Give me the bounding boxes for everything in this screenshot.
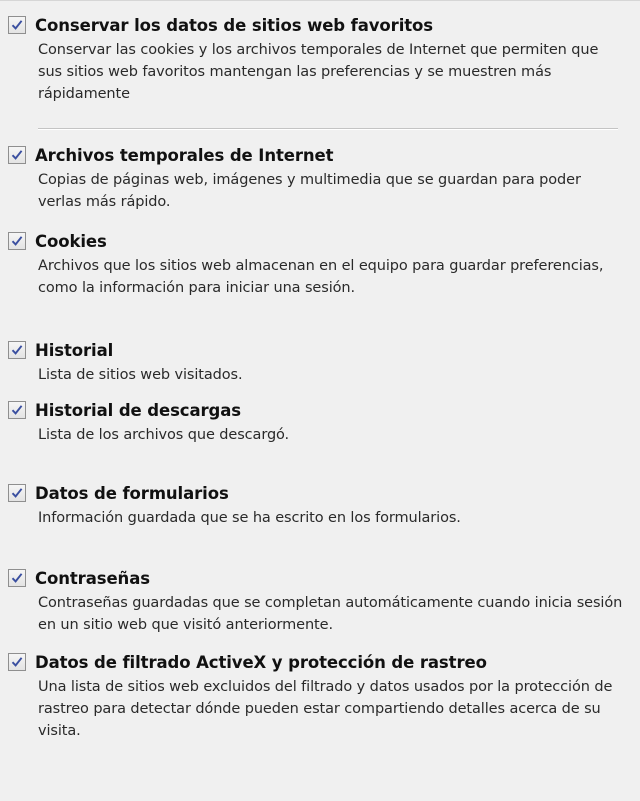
option-header [8, 399, 628, 421]
option-form-data [8, 482, 628, 529]
option-passwords [8, 567, 628, 636]
checkbox-download-history[interactable] [8, 401, 26, 419]
checkmark-icon [10, 571, 24, 585]
option-history [8, 339, 628, 386]
option-title[interactable]: Historial [35, 340, 114, 360]
option-description: Lista de sitios web visitados. [38, 367, 243, 383]
option-description: Lista de los archivos que descargó. [38, 427, 290, 443]
checkbox-cookies[interactable] [8, 232, 26, 250]
checkmark-icon [10, 148, 24, 162]
option-header [8, 144, 628, 166]
checkmark-icon [10, 18, 24, 32]
option-title[interactable]: Archivos temporales de Internet [35, 145, 334, 165]
checkbox-preserve-favorites[interactable] [8, 16, 26, 34]
checkmark-icon [10, 343, 24, 357]
option-activex-tracking [8, 651, 628, 742]
option-header [8, 14, 628, 36]
checkbox-form-data[interactable] [8, 484, 26, 502]
option-title[interactable]: Historial de descargas [35, 400, 242, 420]
option-description: Archivos que los sitios web almacenan en el equipo para guardar preferencias, como la información para iniciar una sesión. [38, 258, 604, 296]
option-temp-internet-files [8, 144, 628, 213]
option-title[interactable]: Contraseñas [35, 568, 150, 588]
option-download-history [8, 399, 628, 446]
option-header [8, 482, 628, 504]
option-title[interactable]: Cookies [35, 231, 107, 251]
checkmark-icon [10, 403, 24, 417]
option-description: Copias de páginas web, imágenes y multimedia que se guardan para poder verlas más rápido. [38, 172, 581, 210]
option-header [8, 651, 628, 673]
option-header [8, 339, 628, 361]
checkmark-icon [10, 234, 24, 248]
option-title[interactable]: Conservar los datos de sitios web favoritos [35, 15, 434, 35]
option-description: Contraseñas guardadas que se completan automáticamente cuando inicia sesión en un sitio web que visitó anteriormente. [38, 595, 623, 633]
checkbox-history[interactable] [8, 341, 26, 359]
option-description: Información guardada que se ha escrito en los formularios. [38, 510, 461, 526]
checkbox-temp-internet-files[interactable] [8, 146, 26, 164]
option-cookies [8, 230, 628, 299]
checkbox-passwords[interactable] [8, 569, 26, 587]
option-header [8, 230, 628, 252]
option-preserve-favorites [8, 14, 628, 105]
separator [38, 128, 618, 130]
option-description: Una lista de sitios web excluidos del filtrado y datos usados por la protección de rastreo para detectar dónde pueden estar compartiendo detalles acerca de su visita. [38, 679, 613, 739]
option-description: Conservar las cookies y los archivos temporales de Internet que permiten que sus sitios web favoritos mantengan las preferencias y se muestren más rápidamente [38, 42, 599, 102]
checkmark-icon [10, 655, 24, 669]
checkbox-activex-tracking[interactable] [8, 653, 26, 671]
option-header [8, 567, 628, 589]
dialog-top-edge [0, 0, 640, 1]
option-title[interactable]: Datos de formularios [35, 483, 229, 503]
checkmark-icon [10, 486, 24, 500]
option-title[interactable]: Datos de filtrado ActiveX y protección de rastreo [35, 652, 487, 672]
